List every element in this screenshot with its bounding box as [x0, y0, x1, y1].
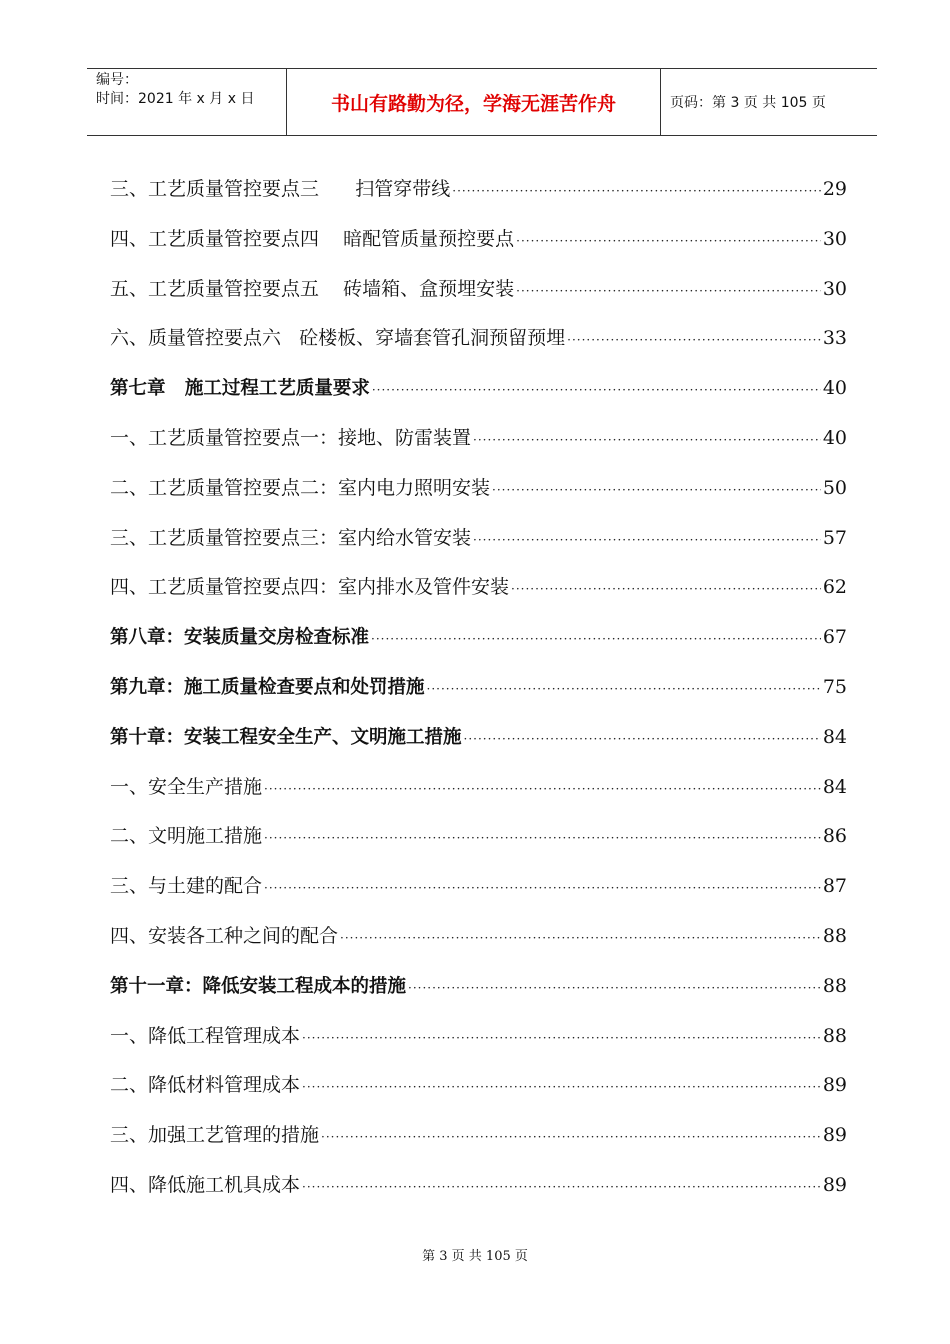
toc-entry-title: 五、工艺质量管控要点五 砖墙箱、盒预埋安装 — [110, 277, 515, 300]
toc-section-entry[interactable] — [110, 812, 847, 862]
toc-entry-title: 四、安装各工种之间的配合 — [110, 924, 339, 947]
toc-page-number: 57 — [822, 526, 847, 549]
toc-entry-title: 三、加强工艺管理的措施 — [110, 1124, 320, 1147]
toc-page-number: 86 — [822, 825, 847, 848]
toc-section-entry[interactable] — [110, 265, 847, 315]
toc-page-number: 33 — [822, 327, 847, 350]
toc-section-entry[interactable] — [110, 862, 847, 912]
toc-page-number: 88 — [822, 974, 847, 997]
document-time-label: 时间：2021 年 x 月 x 日 — [96, 91, 255, 107]
header-slogan: 书山有路勤为径，学海无涯苦作舟 — [287, 69, 661, 135]
toc-section-entry[interactable] — [110, 1012, 847, 1062]
toc-page-number: 84 — [822, 775, 847, 798]
toc-leader-dots — [408, 964, 821, 1014]
toc-leader-dots — [264, 765, 821, 815]
toc-entry-title: 第十一章：降低安装工程成本的措施 — [110, 975, 407, 997]
toc-page-number: 84 — [822, 725, 847, 748]
toc-leader-dots — [372, 366, 821, 416]
page-footer: 第 3 页 共 105 页 — [422, 1249, 528, 1264]
toc-section-entry[interactable] — [110, 1061, 847, 1111]
toc-section-entry[interactable] — [110, 165, 847, 215]
toc-leader-dots — [492, 466, 821, 516]
toc-leader-dots — [264, 864, 821, 914]
toc-chapter-entry[interactable] — [110, 364, 847, 414]
toc-entry-title: 六、质量管控要点六 砼楼板、穿墙套管孔洞预留预埋 — [110, 327, 566, 350]
toc-page-number: 87 — [822, 875, 847, 898]
toc-page-number: 29 — [822, 178, 847, 200]
toc-page-number: 30 — [822, 227, 847, 250]
toc-page-number: 50 — [822, 476, 847, 499]
page-header — [87, 68, 877, 136]
toc-entry-title: 一、安全生产措施 — [110, 775, 263, 798]
toc-leader-dots — [473, 516, 821, 566]
toc-page-number: 40 — [822, 377, 847, 400]
toc-page-number: 40 — [822, 426, 847, 449]
toc-leader-dots — [264, 814, 821, 864]
toc-entry-title: 二、文明施工措施 — [110, 825, 263, 848]
toc-page-number: 89 — [822, 1074, 847, 1097]
toc-leader-dots — [452, 167, 821, 217]
toc-leader-dots — [473, 416, 821, 466]
toc-page-number: 89 — [822, 1173, 847, 1196]
toc-entry-title: 二、工艺质量管控要点二：室内电力照明安装 — [110, 476, 491, 499]
toc-entry-title: 第十章：安装工程安全生产、文明施工措施 — [110, 726, 462, 748]
toc-section-entry[interactable] — [110, 314, 847, 364]
toc-leader-dots — [516, 267, 821, 317]
toc-entry-title: 二、降低材料管理成本 — [110, 1074, 301, 1097]
toc-leader-dots — [302, 1014, 821, 1064]
toc-section-entry[interactable] — [110, 563, 847, 613]
toc-leader-dots — [321, 1113, 821, 1163]
toc-leader-dots — [302, 1063, 821, 1113]
toc-entry-title: 四、工艺质量管控要点四：室内排水及管件安装 — [110, 576, 510, 599]
toc-entry-title: 三、工艺质量管控要点三 扫管穿带线 — [110, 178, 451, 200]
toc-page-number: 30 — [822, 277, 847, 300]
header-page-number: 页码：第 3 页 共 105 页 — [670, 95, 826, 111]
header-info-cell — [87, 69, 287, 135]
toc-section-entry[interactable] — [110, 514, 847, 564]
toc-entry-title: 一、工艺质量管控要点一：接地、防雷装置 — [110, 426, 472, 449]
toc-page-number: 88 — [822, 924, 847, 947]
toc-page-number: 67 — [822, 626, 847, 649]
toc-entry-title: 三、工艺质量管控要点三：室内给水管安装 — [110, 526, 472, 549]
toc-leader-dots — [567, 316, 821, 366]
toc-entry-title: 四、工艺质量管控要点四 暗配管质量预控要点 — [110, 227, 515, 250]
toc-chapter-entry[interactable] — [110, 613, 847, 663]
document-number-label: 编号： — [96, 72, 138, 88]
toc-page-number: 88 — [822, 1024, 847, 1047]
toc-leader-dots — [511, 565, 821, 615]
toc-entry-title: 第八章：安装质量交房检查标准 — [110, 627, 370, 649]
toc-entry-title: 第七章 施工过程工艺质量要求 — [110, 378, 370, 400]
toc-chapter-entry[interactable] — [110, 663, 847, 713]
toc-entry-title: 第九章：施工质量检查要点和处罚措施 — [110, 676, 425, 698]
toc-section-entry[interactable] — [110, 763, 847, 813]
toc-leader-dots — [371, 615, 821, 665]
toc-section-entry[interactable] — [110, 1111, 847, 1161]
toc-leader-dots — [427, 665, 821, 715]
toc-page-number: 62 — [822, 576, 847, 599]
toc-page-number: 89 — [822, 1124, 847, 1147]
toc-entry-title: 四、降低施工机具成本 — [110, 1173, 301, 1196]
toc-leader-dots — [464, 715, 821, 765]
toc-entry-title: 一、降低工程管理成本 — [110, 1024, 301, 1047]
toc-leader-dots — [516, 217, 821, 267]
toc-section-entry[interactable] — [110, 912, 847, 962]
toc-entry-title: 三、与土建的配合 — [110, 875, 263, 898]
toc-leader-dots — [302, 1163, 821, 1213]
toc-section-entry[interactable] — [110, 1161, 847, 1211]
table-of-contents — [110, 165, 847, 1211]
toc-page-number: 75 — [822, 675, 847, 698]
toc-section-entry[interactable] — [110, 414, 847, 464]
toc-chapter-entry[interactable] — [110, 962, 847, 1012]
toc-section-entry[interactable] — [110, 215, 847, 265]
toc-leader-dots — [340, 914, 821, 964]
toc-chapter-entry[interactable] — [110, 713, 847, 763]
toc-section-entry[interactable] — [110, 464, 847, 514]
